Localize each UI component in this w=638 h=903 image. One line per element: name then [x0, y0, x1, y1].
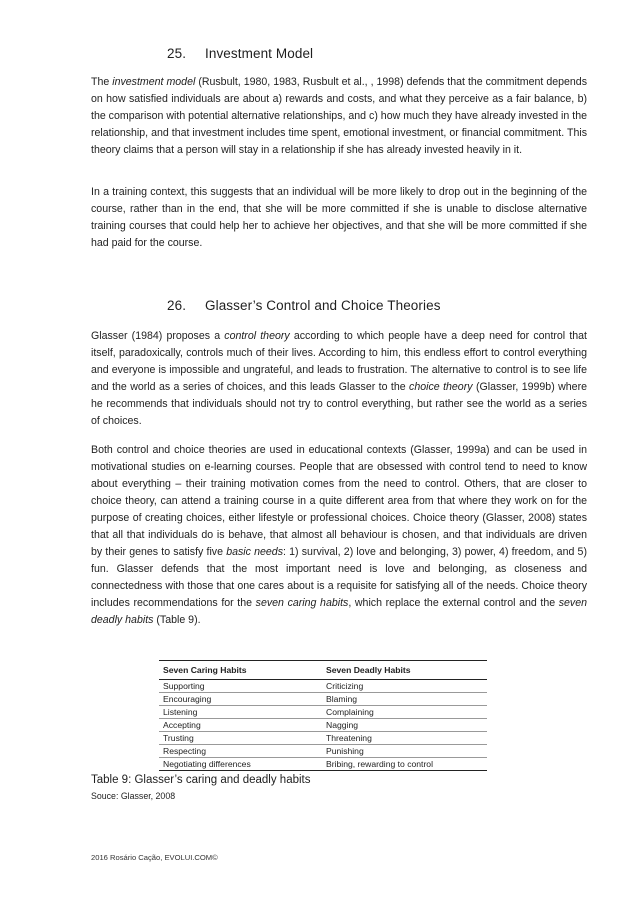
table-cell: Complaining: [322, 706, 487, 719]
table-cell: Trusting: [159, 732, 322, 745]
paragraph: [91, 328, 587, 430]
paragraph: [91, 442, 587, 629]
italic-term: basic needs: [226, 546, 283, 558]
table-row: [159, 719, 487, 732]
text-run: In a training context, this suggests that an individual will be more likely to drop out in the beginning of the course, rather than in the end, that she will be more committed if she is unable to disclose alternative training courses that could help her to achieve her objectives, and that she will be more committed if she had paid for the course.: [91, 186, 587, 249]
table-cell: Accepting: [159, 719, 322, 732]
section-number: 26.: [167, 298, 187, 313]
section-title: Investment Model: [205, 46, 314, 61]
text-run: Both control and choice theories are used in educational contexts (Glasser, 1999a) and can be used in motivational studies on e-learning courses. People that are obsessed with control tend to need to know about everything – their training motivation comes from the need to control. Others, that are closer to choice theory, can attend a training course in a quite different area from that where they work on for the purpose of creating choices, either lifestyle or professional choices. Choice theory (Glasser, 2008) states that all that individuals do is behave, that almost all behaviour is chosen, and that individuals are driven by their genes to satisfy five: [91, 444, 587, 558]
table-row: [159, 706, 487, 719]
paragraph: [91, 184, 587, 252]
section-title: Glasser’s Control and Choice Theories: [205, 298, 441, 313]
text-run: Glasser (1984) proposes a: [91, 330, 225, 342]
table-row: [159, 758, 487, 771]
section-heading-26: [167, 298, 441, 313]
table-cell: Encouraging: [159, 693, 322, 706]
table-row: [159, 693, 487, 706]
text-run: , which replace the external control and the: [348, 597, 559, 609]
text-run: (Glasser, 1999b) where he recommends that individuals should not try to control everything, but rather see the world as a series of choices.: [91, 381, 587, 427]
table-cell: Criticizing: [322, 680, 487, 693]
italic-term: investment model: [112, 76, 196, 88]
text-run: (Table 9).: [153, 614, 201, 626]
table-cell: Threatening: [322, 732, 487, 745]
italic-term: seven deadly habits: [91, 597, 588, 626]
table-row: [159, 732, 487, 745]
text-run: : 1) survival, 2) love and belonging, 3) power, 4) freedom, and 5) fun. Glasser defends that the most important need is love and belonging, as closeness and connectedness with those that one cares about is a requisite for satisfying all of the needs. Choice theory includes recommendations for the: [91, 546, 587, 609]
table-cell: Negotiating differences: [163, 759, 251, 769]
italic-term: seven caring habits: [255, 597, 349, 609]
column-header: Seven Deadly Habits: [322, 661, 487, 680]
section-number: 25.: [167, 46, 187, 61]
text-run: according to which people have a deep need for control that itself, paradoxically, controls much of their lives. According to him, this endless effort to control everything and everyone is impossible and ungrateful, and leads to frustration. The alternative to control is to see life and the world as a series of choices, and this leads Glasser to the: [91, 330, 587, 393]
table-cell: Punishing: [322, 745, 487, 758]
table-cell: Blaming: [322, 693, 487, 706]
table-cell: Nagging: [322, 719, 487, 732]
table-row: [159, 680, 487, 693]
table-cell: Listening: [159, 706, 322, 719]
column-header: Seven Caring Habits: [159, 661, 322, 680]
table-cell: Respecting: [159, 745, 322, 758]
table-cell: Supporting: [159, 680, 322, 693]
table-source: Souce: Glasser, 2008: [91, 791, 176, 801]
habits-table: [159, 660, 487, 771]
table-cell: Bribing, rewarding to control: [326, 759, 433, 769]
table-row: [159, 745, 487, 758]
italic-term: control theory: [224, 330, 290, 342]
table-caption: Table 9: Glasser’s caring and deadly habits: [91, 774, 311, 786]
text-run: The: [91, 76, 113, 88]
page-footer: 2016 Rosário Cação, EVOLUI.COM©: [91, 853, 218, 862]
section-heading-25: [167, 46, 313, 61]
paragraph: [91, 74, 587, 159]
italic-term: choice theory: [409, 381, 473, 393]
text-run: (Rusbult, 1980, 1983, Rusbult et al., , 1998) defends that the commitment depends on how satisfied individuals are about a) rewards and costs, and what they perceive as a fair balance, b) the comparison with potential alternative relationships, and c) how much they have already invested in the relationship, and that investment includes time spent, emotional investment, or financial commitment. This theory claims that a person will stay in a relationship if she has already invested heavily in it.: [91, 76, 587, 156]
table-header-row: [159, 661, 487, 680]
